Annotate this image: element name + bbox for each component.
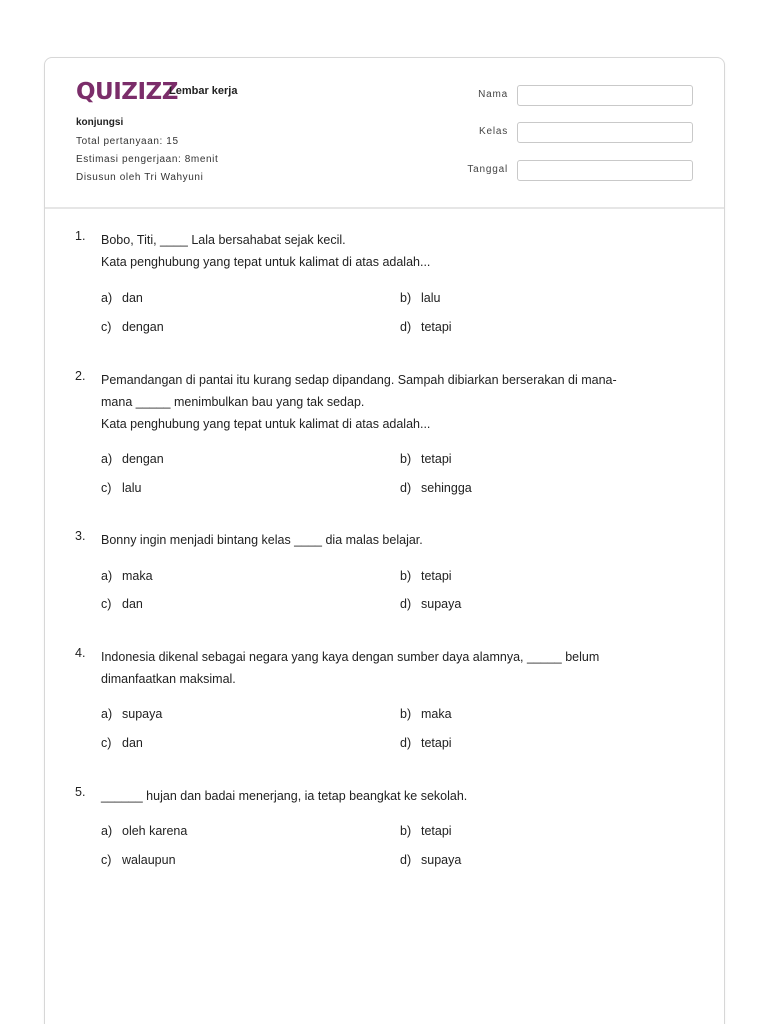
option-c[interactable]: [101, 736, 143, 750]
option-text: tetapi: [421, 736, 452, 750]
option-letter: d): [400, 481, 412, 495]
option-d[interactable]: [400, 597, 461, 611]
question-number: 1.: [75, 229, 86, 243]
question-text: [101, 529, 671, 551]
option-a[interactable]: [101, 707, 162, 721]
question-text: [101, 369, 671, 435]
option-b[interactable]: [400, 824, 452, 838]
option-text: dengan: [122, 452, 164, 466]
option-text: lalu: [122, 481, 142, 495]
worksheet-header: [45, 58, 724, 209]
question-line: ______ hujan dan badai menerjang, ia tetap beangkat ke sekolah.: [101, 789, 468, 803]
option-c[interactable]: [101, 320, 164, 334]
option-a[interactable]: [101, 452, 164, 466]
option-text: supaya: [421, 597, 462, 611]
option-c[interactable]: [101, 853, 176, 867]
option-text: maka: [421, 707, 452, 721]
option-d[interactable]: [400, 481, 472, 495]
option-b[interactable]: [400, 291, 440, 305]
option-a[interactable]: [101, 569, 153, 583]
option-b[interactable]: [400, 569, 452, 583]
class-field[interactable]: [517, 122, 693, 143]
option-letter: c): [101, 481, 112, 495]
author: Disusun oleh Tri Wahyuni: [76, 172, 204, 183]
question-line: dimanfaatkan maksimal.: [101, 672, 236, 686]
question-line: Kata penghubung yang tepat untuk kalimat di atas adalah...: [101, 255, 431, 269]
option-text: tetapi: [421, 320, 452, 334]
question-text: [101, 785, 671, 807]
question-text: [101, 229, 671, 273]
date-field[interactable]: [517, 160, 693, 181]
estimated-time: Estimasi pengerjaan: 8menit: [76, 154, 219, 165]
worksheet-label: Lembar kerja: [169, 85, 238, 97]
option-d[interactable]: [400, 853, 461, 867]
option-letter: c): [101, 736, 112, 750]
option-letter: c): [101, 320, 112, 334]
question-number: 2.: [75, 369, 86, 383]
option-letter: c): [101, 853, 112, 867]
option-text: oleh karena: [122, 824, 188, 838]
option-text: dan: [122, 597, 143, 611]
option-d[interactable]: [400, 736, 452, 750]
option-letter: b): [400, 291, 412, 305]
option-letter: d): [400, 853, 412, 867]
question-line: Kata penghubung yang tepat untuk kalimat di atas adalah...: [101, 417, 431, 431]
option-text: tetapi: [421, 452, 452, 466]
option-letter: d): [400, 597, 412, 611]
option-text: supaya: [122, 707, 163, 721]
option-letter: a): [101, 707, 113, 721]
quizizz-logo: QUIZIZZ: [76, 79, 178, 105]
class-label: Kelas: [478, 126, 508, 137]
option-letter: c): [101, 597, 112, 611]
question-text: [101, 646, 671, 690]
option-text: dengan: [122, 320, 164, 334]
name-field[interactable]: [517, 85, 693, 106]
option-c[interactable]: [101, 597, 143, 611]
name-label: Nama: [478, 89, 508, 100]
question-line: Bonny ingin menjadi bintang kelas ____ dia malas belajar.: [101, 533, 423, 547]
question-line: Bobo, Titi, ____ Lala bersahabat sejak kecil.: [101, 233, 346, 247]
option-text: dan: [122, 291, 143, 305]
worksheet-title: konjungsi: [76, 117, 124, 128]
option-letter: b): [400, 452, 412, 466]
date-label: Tanggal: [467, 164, 508, 175]
option-letter: a): [101, 452, 113, 466]
option-b[interactable]: [400, 452, 452, 466]
option-text: sehingga: [421, 481, 472, 495]
question-line: Indonesia dikenal sebagai negara yang kaya dengan sumber daya alamnya, _____ belum: [101, 650, 600, 664]
option-letter: b): [400, 824, 412, 838]
option-a[interactable]: [101, 824, 187, 838]
question-number: 4.: [75, 646, 86, 660]
question-number: 5.: [75, 785, 86, 799]
total-questions: Total pertanyaan: 15: [76, 136, 179, 147]
option-text: tetapi: [421, 569, 452, 583]
option-letter: a): [101, 569, 113, 583]
option-d[interactable]: [400, 320, 452, 334]
option-text: tetapi: [421, 824, 452, 838]
option-letter: a): [101, 291, 113, 305]
question-line: Pemandangan di pantai itu kurang sedap dipandang. Sampah dibiarkan berserakan di mana-: [101, 373, 617, 387]
option-letter: d): [400, 320, 412, 334]
option-letter: b): [400, 569, 412, 583]
option-letter: b): [400, 707, 412, 721]
option-b[interactable]: [400, 707, 452, 721]
option-c[interactable]: [101, 481, 141, 495]
option-a[interactable]: [101, 291, 143, 305]
option-letter: a): [101, 824, 113, 838]
option-text: supaya: [421, 853, 462, 867]
question-line: mana _____ menimbulkan bau yang tak sedap.: [101, 395, 365, 409]
option-text: dan: [122, 736, 143, 750]
option-letter: d): [400, 736, 412, 750]
question-number: 3.: [75, 529, 86, 543]
option-text: walaupun: [122, 853, 176, 867]
option-text: lalu: [421, 291, 441, 305]
option-text: maka: [122, 569, 153, 583]
